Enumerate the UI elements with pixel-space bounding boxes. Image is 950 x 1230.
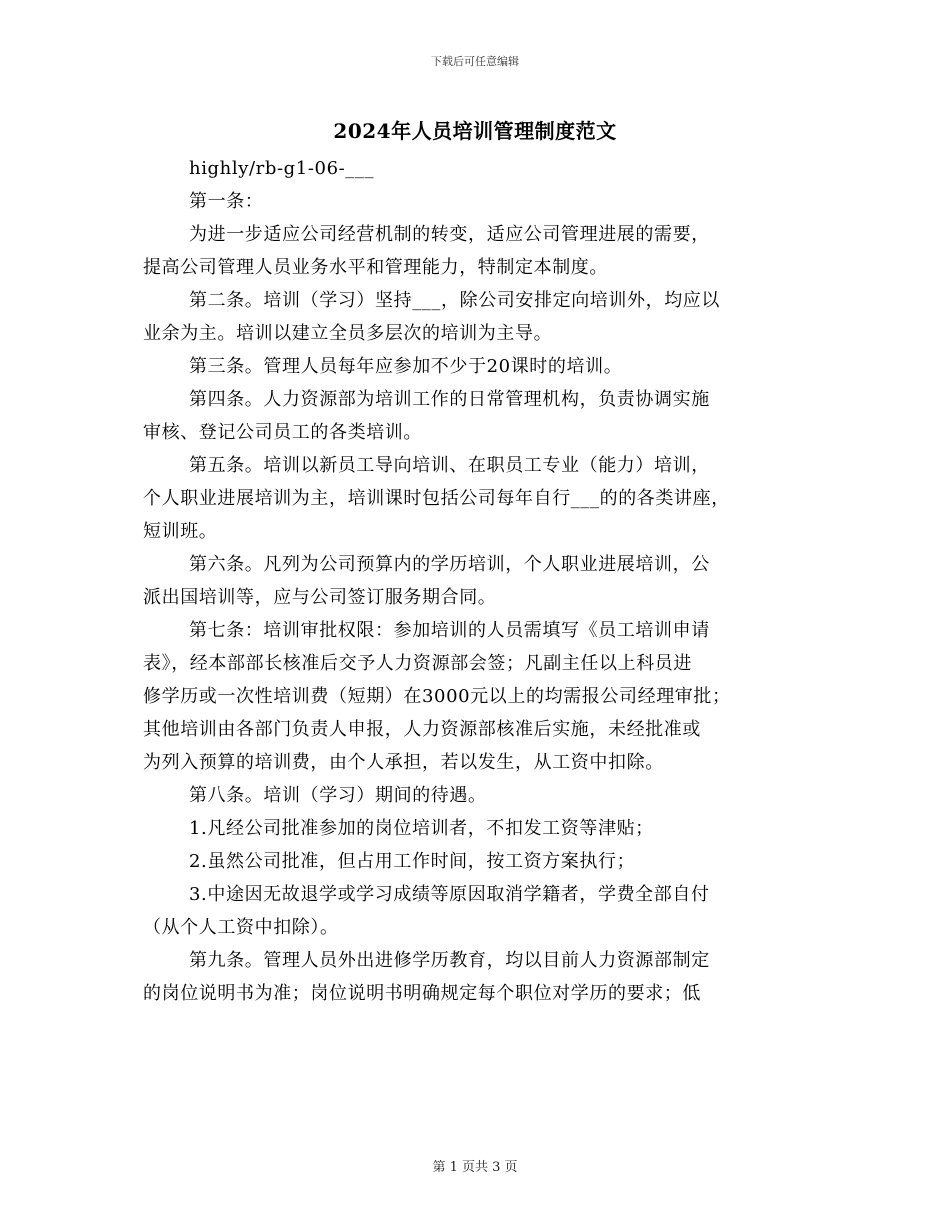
text-line: 第九条。管理人员外出进修学历教育，均以目前人力资源部制定 <box>189 950 710 971</box>
text-line: 3.中途因无故退学或学习成绩等原因取消学籍者，学费全部自付 <box>189 884 710 905</box>
page-footer: 第 1 页共 3 页 <box>432 1160 518 1175</box>
text-line: highly/rb-g1-06-___ <box>189 158 375 179</box>
text-line: 短训班。 <box>143 521 218 542</box>
document-title: 2024年人员培训管理制度范文 <box>333 119 617 143</box>
text-line: 第八条。培训（学习）期间的待遇。 <box>189 785 487 806</box>
text-line: （从个人工资中扣除）。 <box>143 917 339 938</box>
text-line: 表》，经本部部长核准后交予人力资源部会签；凡副主任以上科员进 <box>143 653 692 674</box>
document-body <box>143 152 823 1010</box>
text-line: 第四条。人力资源部为培训工作的日常管理机构，负责协调实施 <box>189 389 710 410</box>
text-line: 修学历或一次性培训费（短期）在3000元以上的均需报公司经理审批； <box>143 686 731 707</box>
text-line: 提高公司管理人员业务水平和管理能力，特制定本制度。 <box>143 257 608 278</box>
text-line: 其他培训由各部门负责人申报，人力资源部核准后实施，未经批准或 <box>143 719 701 740</box>
text-line: 的岗位说明书为准；岗位说明书明确规定每个职位对学历的要求；低 <box>143 983 701 1004</box>
page-header: 下载后可任意编辑 <box>431 55 519 68</box>
text-line: 第一条： <box>189 191 264 212</box>
text-line: 业余为主。培训以建立全员多层次的培训为主导。 <box>143 323 553 344</box>
text-line: 为进一步适应公司经营机制的转变，适应公司管理进展的需要， <box>189 224 710 245</box>
text-line: 第三条。管理人员每年应参加不少于20课时的培训。 <box>189 356 623 377</box>
text-line: 第七条：培训审批权限：参加培训的人员需填写《员工培训申请 <box>189 620 710 641</box>
text-line: 第五条。培训以新员工导向培训、在职员工专业（能力）培训， <box>189 455 710 476</box>
text-line: 2.虽然公司批准，但占用工作时间，按工资方案执行； <box>189 851 636 872</box>
text-line: 派出国培训等，应与公司签订服务期合同。 <box>143 587 497 608</box>
text-line: 第六条。凡列为公司预算内的学历培训，个人职业进展培训，公 <box>189 554 710 575</box>
text-line: 为列入预算的培训费，由个人承担，若以发生，从工资中扣除。 <box>143 752 664 773</box>
text-line: 第二条。培训（学习）坚持___，除公司安排定向培训外，均应以 <box>189 290 720 311</box>
text-line: 审核、登记公司员工的各类培训。 <box>143 422 422 443</box>
text-line: 个人职业进展培训为主，培训课时包括公司每年自行___的的各类讲座， <box>143 488 730 509</box>
text-line: 1.凡经公司批准参加的岗位培训者，不扣发工资等津贴； <box>189 818 654 839</box>
